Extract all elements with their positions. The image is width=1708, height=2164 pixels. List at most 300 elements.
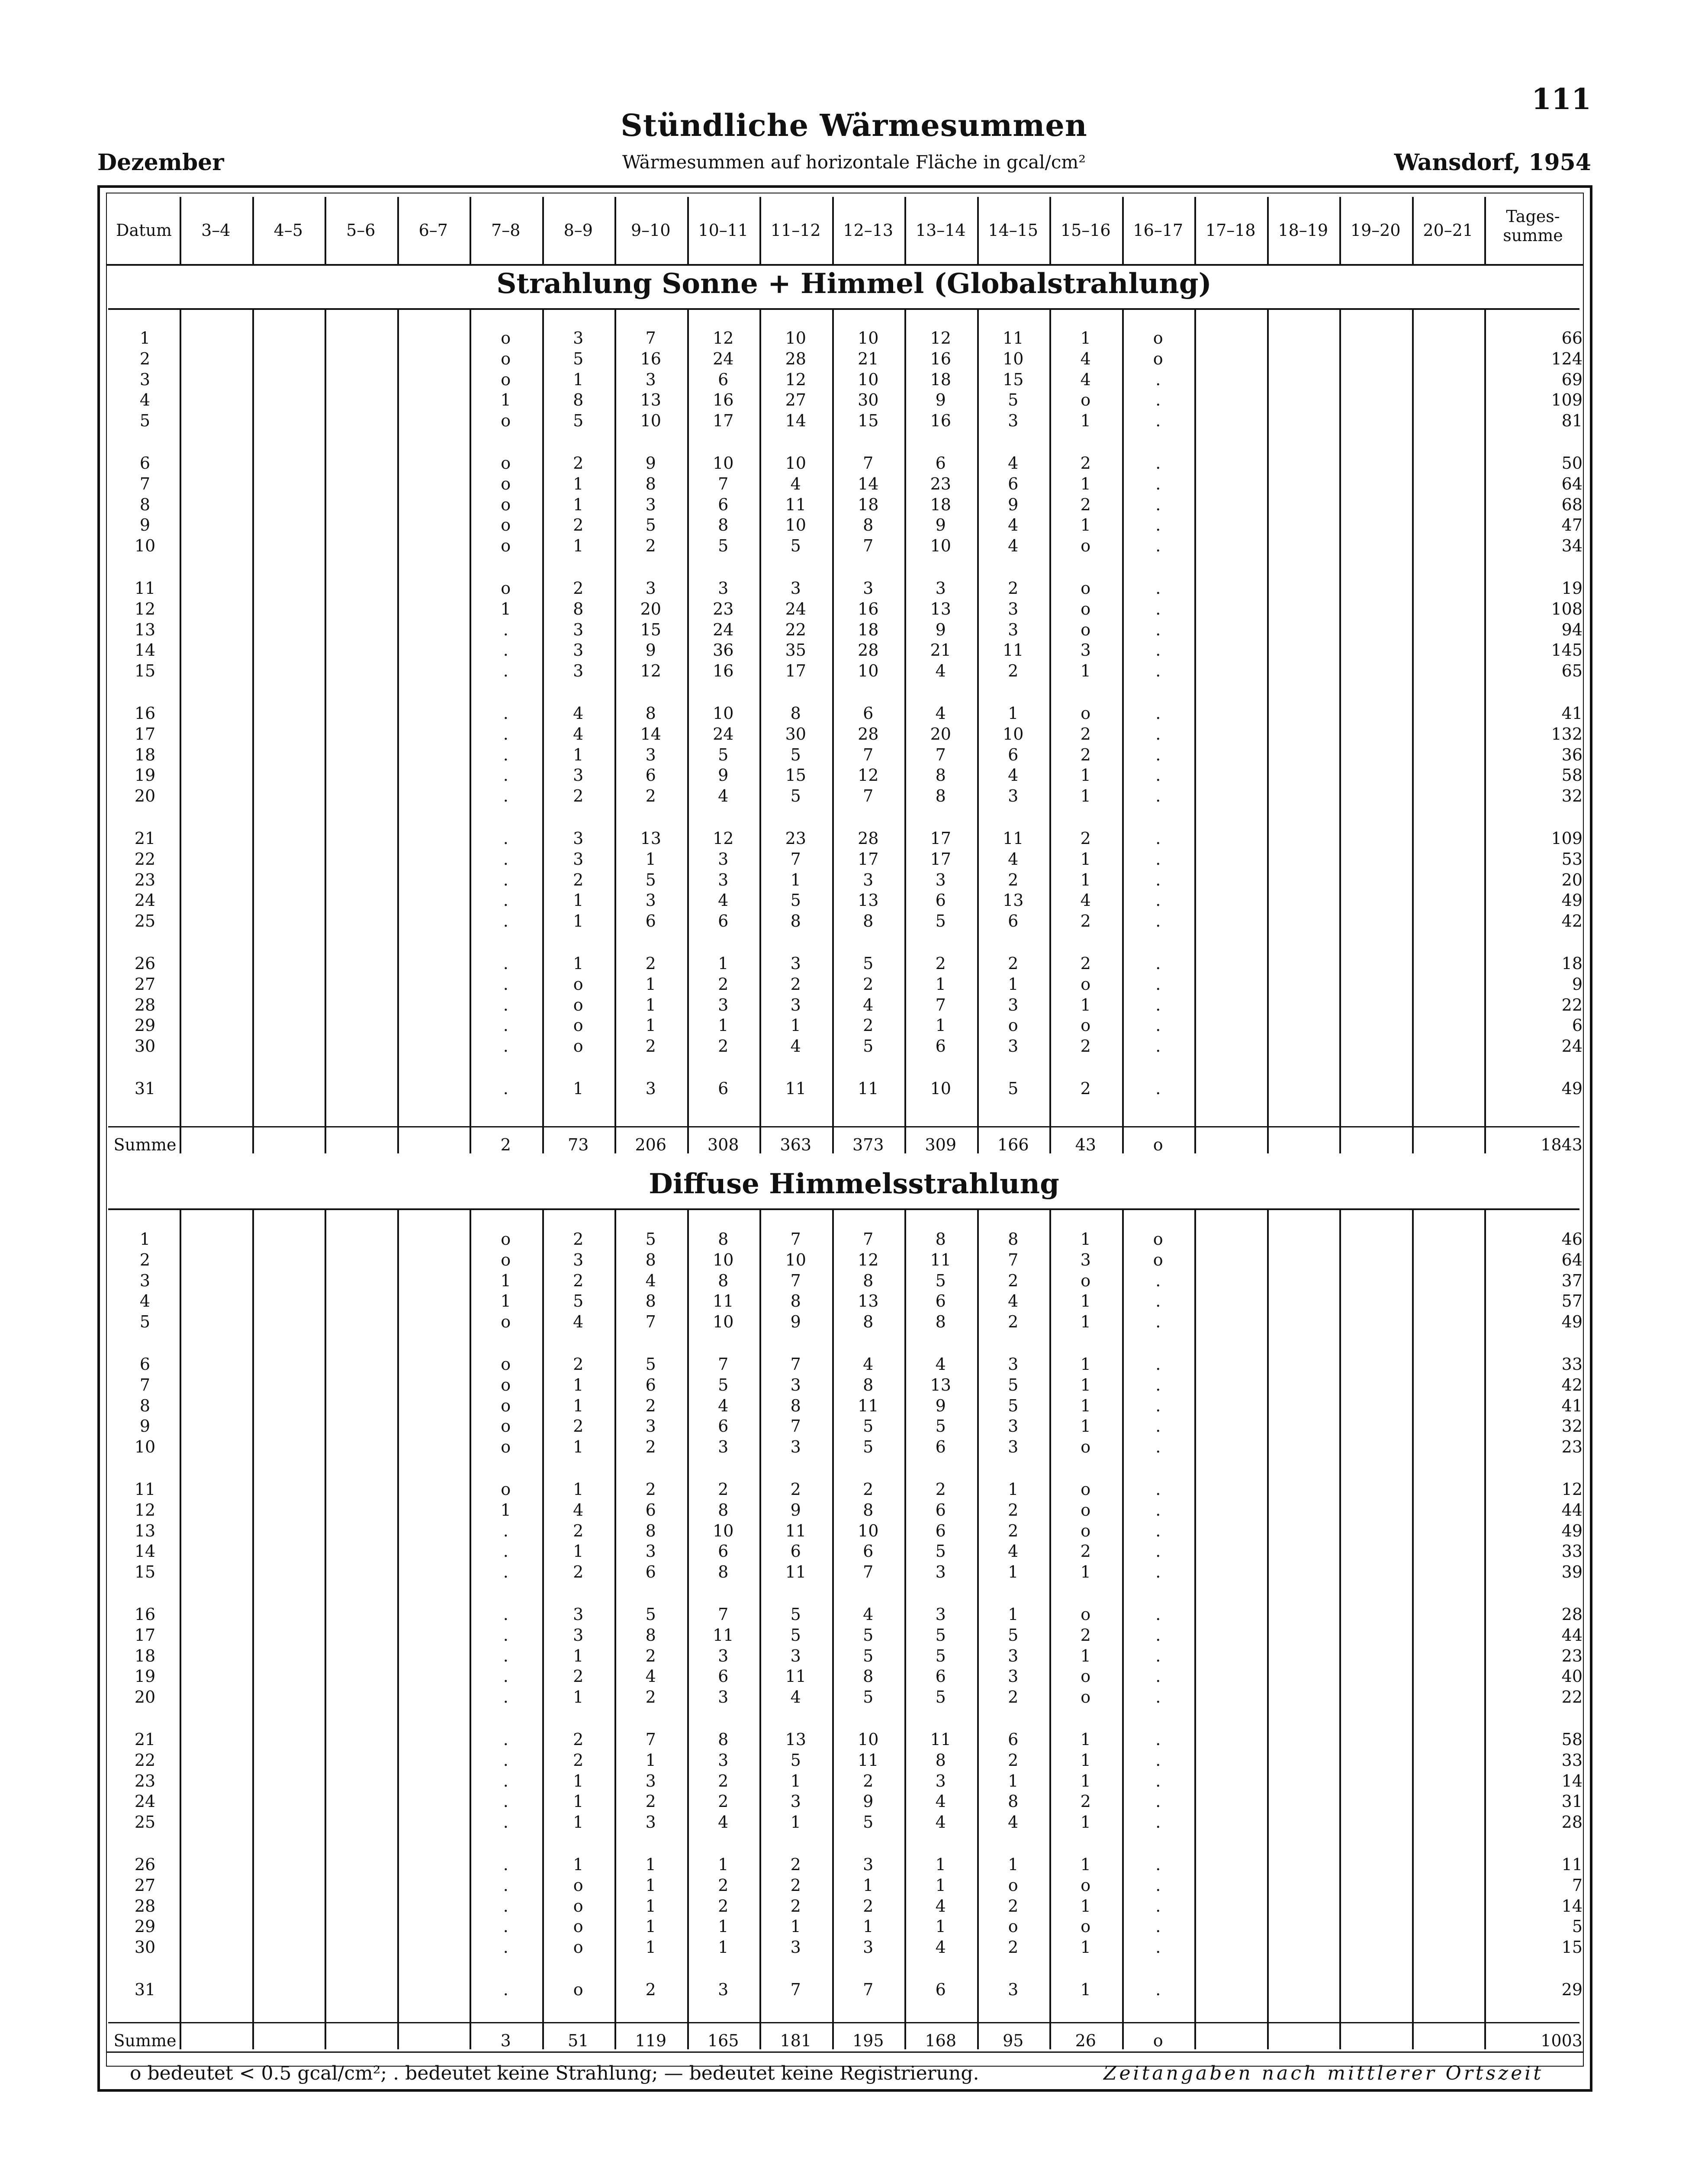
value-cell: 1 bbox=[1080, 1896, 1091, 1916]
date-cell: 3 bbox=[139, 370, 151, 389]
value-cell: 7 bbox=[645, 328, 656, 348]
daily-total-cell: 49 bbox=[1561, 1521, 1583, 1540]
value-cell: 4 bbox=[573, 1500, 584, 1520]
value-cell: 24 bbox=[713, 724, 734, 744]
table-row bbox=[0, 495, 1708, 515]
sum-value-cell: 119 bbox=[635, 2031, 667, 2050]
value-cell: 15 bbox=[640, 620, 661, 639]
daily-total-cell: 58 bbox=[1561, 766, 1583, 785]
value-cell: 3 bbox=[573, 328, 584, 348]
value-cell: o bbox=[1081, 1875, 1091, 1895]
value-cell: . bbox=[1155, 1855, 1161, 1874]
table-row bbox=[0, 620, 1708, 640]
value-cell: 4 bbox=[718, 786, 729, 806]
daily-total-cell: 14 bbox=[1561, 1771, 1583, 1790]
value-cell: 3 bbox=[790, 995, 801, 1014]
hour-column-header: 8–9 bbox=[563, 221, 593, 240]
value-cell: 1 bbox=[573, 1079, 584, 1098]
table-row bbox=[0, 328, 1708, 348]
date-cell: 31 bbox=[134, 1980, 156, 1999]
table-row bbox=[0, 661, 1708, 681]
value-cell: 2 bbox=[863, 1016, 874, 1035]
value-cell: 1 bbox=[1080, 849, 1091, 869]
header-column-separator bbox=[1267, 197, 1269, 264]
date-cell: 8 bbox=[139, 495, 151, 514]
table-row bbox=[0, 995, 1708, 1015]
table-row bbox=[0, 1437, 1708, 1457]
value-cell: 4 bbox=[790, 1037, 801, 1056]
value-cell: 1 bbox=[645, 1896, 656, 1916]
date-cell: 30 bbox=[134, 1037, 156, 1056]
value-cell: 2 bbox=[1008, 954, 1019, 973]
value-cell: 1 bbox=[500, 599, 511, 618]
value-cell: 7 bbox=[863, 536, 874, 556]
date-cell: 19 bbox=[134, 766, 156, 785]
hour-column-header: 4–5 bbox=[273, 221, 303, 240]
value-cell: 3 bbox=[935, 1605, 946, 1624]
value-cell: 3 bbox=[718, 1750, 729, 1770]
value-cell: o bbox=[1081, 704, 1091, 723]
daily-total-cell: 50 bbox=[1561, 454, 1583, 473]
value-cell: 5 bbox=[935, 1417, 946, 1436]
table-row bbox=[0, 370, 1708, 390]
section-title: Diffuse Himmelsstrahlung bbox=[649, 1168, 1059, 1200]
date-cell: 27 bbox=[134, 974, 156, 994]
table-row bbox=[0, 1036, 1708, 1056]
value-cell: 1 bbox=[935, 1875, 946, 1895]
sum-value-cell: 309 bbox=[925, 1135, 957, 1154]
value-cell: 4 bbox=[1008, 1813, 1019, 1832]
value-cell: 8 bbox=[863, 1500, 874, 1520]
value-cell: . bbox=[503, 829, 508, 848]
value-cell: 14 bbox=[858, 474, 879, 493]
value-cell: 17 bbox=[713, 411, 734, 431]
value-cell: 6 bbox=[935, 1291, 946, 1311]
value-cell: 2 bbox=[645, 1980, 656, 1999]
daily-total-cell: 18 bbox=[1561, 954, 1583, 973]
value-cell: 21 bbox=[930, 641, 951, 660]
value-cell: 23 bbox=[930, 474, 951, 493]
table-row bbox=[0, 1479, 1708, 1499]
value-cell: o bbox=[1081, 1667, 1091, 1686]
value-cell: 8 bbox=[645, 474, 656, 493]
value-cell: 20 bbox=[640, 599, 661, 618]
value-cell: . bbox=[1155, 370, 1161, 389]
value-cell: 15 bbox=[1003, 370, 1024, 389]
sum-value-cell: 73 bbox=[568, 1135, 589, 1154]
value-cell: 1 bbox=[1080, 1646, 1091, 1665]
value-cell: 2 bbox=[573, 870, 584, 889]
value-cell: 8 bbox=[645, 1625, 656, 1645]
value-cell: 10 bbox=[713, 1312, 734, 1332]
date-cell: 2 bbox=[139, 349, 151, 368]
table-row bbox=[0, 1916, 1708, 1936]
value-cell: 8 bbox=[573, 390, 584, 410]
value-cell: 5 bbox=[790, 745, 801, 764]
value-cell: . bbox=[503, 1730, 508, 1749]
value-cell: 30 bbox=[785, 724, 806, 744]
value-cell: o bbox=[501, 411, 511, 431]
table-row bbox=[0, 1250, 1708, 1270]
value-cell: o bbox=[1008, 1016, 1018, 1035]
date-cell: 18 bbox=[134, 1646, 156, 1665]
value-cell: 6 bbox=[935, 1500, 946, 1520]
table-row bbox=[0, 703, 1708, 723]
value-cell: 1 bbox=[1080, 1375, 1091, 1394]
value-cell: o bbox=[1081, 536, 1091, 556]
value-cell: 2 bbox=[1008, 1687, 1019, 1707]
value-cell: 2 bbox=[718, 1792, 729, 1811]
value-cell: 6 bbox=[790, 1542, 801, 1561]
daily-total-cell: 15 bbox=[1561, 1938, 1583, 1957]
value-cell: 2 bbox=[1080, 745, 1091, 764]
value-cell: o bbox=[501, 370, 511, 389]
table-row bbox=[0, 1015, 1708, 1035]
value-cell: o bbox=[501, 515, 511, 535]
value-cell: 8 bbox=[645, 704, 656, 723]
table-row bbox=[0, 474, 1708, 494]
value-cell: 5 bbox=[935, 1646, 946, 1665]
value-cell: 1 bbox=[1080, 1980, 1091, 1999]
value-cell: 3 bbox=[1008, 599, 1019, 618]
value-cell: o bbox=[501, 1375, 511, 1394]
value-cell: 6 bbox=[718, 495, 729, 514]
value-cell: 3 bbox=[645, 1813, 656, 1832]
table-row bbox=[0, 599, 1708, 619]
daily-total-cell: 14 bbox=[1561, 1896, 1583, 1916]
value-cell: o bbox=[573, 1016, 583, 1035]
value-cell: 17 bbox=[930, 849, 951, 869]
value-cell: 2 bbox=[863, 1896, 874, 1916]
value-cell: 10 bbox=[930, 536, 951, 556]
value-cell: . bbox=[1155, 1079, 1161, 1098]
date-cell: 13 bbox=[134, 1521, 156, 1540]
value-cell: o bbox=[501, 349, 511, 368]
value-cell: 7 bbox=[790, 1271, 801, 1290]
table-row bbox=[0, 1291, 1708, 1311]
value-cell: 1 bbox=[1008, 1480, 1019, 1499]
value-cell: 1 bbox=[573, 891, 584, 910]
table-row bbox=[0, 578, 1708, 598]
table-row bbox=[0, 1521, 1708, 1541]
value-cell: 11 bbox=[858, 1396, 879, 1415]
value-cell: 1 bbox=[573, 1396, 584, 1415]
time-note: Zeitangaben nach mittlerer Ortszeit bbox=[1103, 2062, 1544, 2084]
value-cell: 2 bbox=[573, 1417, 584, 1436]
value-cell: . bbox=[1155, 1291, 1161, 1311]
value-cell: 8 bbox=[790, 911, 801, 931]
value-cell: 7 bbox=[718, 1355, 729, 1374]
date-column-header: Datum bbox=[116, 221, 172, 240]
daily-total-cell: 58 bbox=[1561, 1730, 1583, 1749]
value-cell: 18 bbox=[930, 370, 951, 389]
value-cell: 1 bbox=[1080, 1312, 1091, 1332]
value-cell: 13 bbox=[858, 891, 879, 910]
value-cell: 2 bbox=[573, 1355, 584, 1374]
value-cell: 13 bbox=[858, 1291, 879, 1311]
value-cell: 9 bbox=[645, 641, 656, 660]
value-cell: 1 bbox=[1080, 474, 1091, 493]
value-cell: . bbox=[1155, 1312, 1161, 1332]
value-cell: 1 bbox=[573, 1646, 584, 1665]
value-cell: 1 bbox=[573, 495, 584, 514]
value-cell: 8 bbox=[790, 1291, 801, 1311]
header-column-separator bbox=[977, 197, 979, 264]
date-cell: 13 bbox=[134, 620, 156, 639]
value-cell: 12 bbox=[858, 1250, 879, 1269]
daily-total-cell: 5 bbox=[1572, 1917, 1583, 1936]
value-cell: 17 bbox=[785, 661, 806, 681]
value-cell: 3 bbox=[573, 849, 584, 869]
daily-total-cell: 109 bbox=[1551, 829, 1583, 848]
value-cell: o bbox=[501, 328, 511, 348]
value-cell: 1 bbox=[1080, 411, 1091, 431]
value-cell: . bbox=[1155, 1480, 1161, 1499]
date-cell: 28 bbox=[134, 1896, 156, 1916]
daily-total-cell: 69 bbox=[1561, 370, 1583, 389]
header-column-separator bbox=[1194, 197, 1196, 264]
value-cell: 2 bbox=[573, 1562, 584, 1582]
sum-total-cell: 1003 bbox=[1541, 2031, 1583, 2050]
value-cell: 1 bbox=[573, 1771, 584, 1790]
value-cell: 6 bbox=[645, 1375, 656, 1394]
value-cell: 2 bbox=[645, 1646, 656, 1665]
value-cell: 1 bbox=[1080, 786, 1091, 806]
date-cell: 24 bbox=[134, 891, 156, 910]
value-cell: 1 bbox=[1008, 974, 1019, 994]
sum-value-cell: 195 bbox=[852, 2031, 884, 2050]
date-cell: 22 bbox=[134, 1750, 156, 1770]
table-row bbox=[0, 849, 1708, 869]
value-cell: . bbox=[1155, 1896, 1161, 1916]
daily-total-cell: 81 bbox=[1561, 411, 1583, 431]
value-cell: 6 bbox=[863, 704, 874, 723]
value-cell: 7 bbox=[718, 1605, 729, 1624]
value-cell: . bbox=[1155, 1355, 1161, 1374]
value-cell: 5 bbox=[935, 1542, 946, 1561]
hour-column-header: 19–20 bbox=[1350, 221, 1401, 240]
value-cell: 1 bbox=[645, 995, 656, 1014]
value-cell: 15 bbox=[785, 766, 806, 785]
daily-total-cell: 64 bbox=[1561, 1250, 1583, 1269]
value-cell: . bbox=[503, 1542, 508, 1561]
date-cell: 30 bbox=[134, 1938, 156, 1957]
hour-column-header: 18–19 bbox=[1278, 221, 1328, 240]
sum-row bbox=[0, 1135, 1708, 1155]
value-cell: 8 bbox=[645, 1521, 656, 1540]
value-cell: 4 bbox=[1080, 370, 1091, 389]
value-cell: 11 bbox=[858, 1750, 879, 1770]
value-cell: 2 bbox=[790, 1896, 801, 1916]
value-cell: 1 bbox=[1008, 704, 1019, 723]
table-row bbox=[0, 1896, 1708, 1916]
value-cell: 1 bbox=[1080, 515, 1091, 535]
value-cell: o bbox=[501, 454, 511, 473]
value-cell: 3 bbox=[790, 1938, 801, 1957]
value-cell: 9 bbox=[718, 766, 729, 785]
value-cell: 11 bbox=[785, 495, 806, 514]
value-cell: 8 bbox=[863, 515, 874, 535]
value-cell: 3 bbox=[863, 579, 874, 598]
value-cell: 3 bbox=[573, 641, 584, 660]
value-cell: 5 bbox=[645, 1605, 656, 1624]
value-cell: 1 bbox=[573, 1687, 584, 1707]
value-cell: 4 bbox=[863, 1355, 874, 1374]
value-cell: 3 bbox=[718, 1437, 729, 1457]
sum-value-cell: 165 bbox=[707, 2031, 739, 2050]
header-column-separator bbox=[614, 197, 616, 264]
value-cell: 9 bbox=[645, 454, 656, 473]
daily-total-cell: 47 bbox=[1561, 515, 1583, 535]
value-cell: 1 bbox=[718, 1855, 729, 1874]
sum-value-cell: o bbox=[1153, 2031, 1163, 2050]
value-cell: 10 bbox=[785, 515, 806, 535]
daily-total-cell: 49 bbox=[1561, 891, 1583, 910]
value-cell: 5 bbox=[790, 1605, 801, 1624]
table-row bbox=[0, 1541, 1708, 1561]
daily-total-cell: 32 bbox=[1561, 786, 1583, 806]
header-column-separator bbox=[1049, 197, 1051, 264]
value-cell: 2 bbox=[1080, 1079, 1091, 1098]
value-cell: 4 bbox=[1008, 536, 1019, 556]
value-cell: . bbox=[503, 1750, 508, 1770]
value-cell: o bbox=[501, 1437, 511, 1457]
header-column-separator bbox=[832, 197, 834, 264]
value-cell: 5 bbox=[935, 1687, 946, 1707]
sum-label: Summe bbox=[113, 1135, 177, 1154]
table-row bbox=[0, 1500, 1708, 1520]
value-cell: 6 bbox=[935, 454, 946, 473]
value-cell: . bbox=[1155, 849, 1161, 869]
value-cell: 1 bbox=[1080, 1355, 1091, 1374]
value-cell: 1 bbox=[645, 1917, 656, 1936]
value-cell: 3 bbox=[935, 870, 946, 889]
value-cell: 10 bbox=[713, 1250, 734, 1269]
value-cell: 2 bbox=[573, 1730, 584, 1749]
daily-total-cell: 7 bbox=[1572, 1875, 1583, 1895]
value-cell: . bbox=[1155, 1375, 1161, 1394]
date-cell: 9 bbox=[139, 515, 151, 535]
value-cell: 1 bbox=[1008, 1855, 1019, 1874]
value-cell: 4 bbox=[718, 1396, 729, 1415]
value-cell: 16 bbox=[930, 411, 951, 431]
table-row bbox=[0, 1312, 1708, 1332]
value-cell: 9 bbox=[790, 1500, 801, 1520]
value-cell: 12 bbox=[713, 829, 734, 848]
value-cell: 6 bbox=[935, 1667, 946, 1686]
value-cell: 2 bbox=[1008, 1500, 1019, 1520]
value-cell: 5 bbox=[935, 1625, 946, 1645]
value-cell: 1 bbox=[935, 1917, 946, 1936]
value-cell: 1 bbox=[573, 954, 584, 973]
value-cell: 1 bbox=[573, 911, 584, 931]
value-cell: 1 bbox=[1008, 1771, 1019, 1790]
value-cell: 4 bbox=[645, 1271, 656, 1290]
value-cell: 3 bbox=[1008, 786, 1019, 806]
value-cell: 28 bbox=[858, 829, 879, 848]
value-cell: 1 bbox=[935, 1855, 946, 1874]
station-label: Wansdorf, 1954 bbox=[1394, 149, 1591, 176]
header-column-separator bbox=[1339, 197, 1341, 264]
value-cell: 3 bbox=[573, 620, 584, 639]
value-cell: 12 bbox=[858, 766, 879, 785]
value-cell: 8 bbox=[1008, 1230, 1019, 1249]
value-cell: 13 bbox=[640, 829, 661, 848]
value-cell: 3 bbox=[645, 370, 656, 389]
header-column-separator bbox=[252, 197, 254, 264]
value-cell: o bbox=[1081, 1437, 1091, 1457]
value-cell: . bbox=[503, 974, 508, 994]
daily-total-cell: 132 bbox=[1551, 724, 1583, 744]
value-cell: . bbox=[1155, 620, 1161, 639]
table-row bbox=[0, 1980, 1708, 2000]
value-cell: 2 bbox=[863, 974, 874, 994]
hour-column-header: 3–4 bbox=[201, 221, 231, 240]
value-cell: 8 bbox=[790, 1396, 801, 1415]
value-cell: 6 bbox=[935, 1521, 946, 1540]
value-cell: 7 bbox=[718, 474, 729, 493]
value-cell: . bbox=[1155, 641, 1161, 660]
sum-value-cell: 26 bbox=[1075, 2031, 1096, 2050]
value-cell: 7 bbox=[645, 1312, 656, 1332]
value-cell: 5 bbox=[790, 786, 801, 806]
sum-value-cell: 166 bbox=[997, 1135, 1029, 1154]
value-cell: 1 bbox=[573, 1792, 584, 1811]
value-cell: 5 bbox=[645, 870, 656, 889]
value-cell: 2 bbox=[645, 536, 656, 556]
table-row bbox=[0, 911, 1708, 931]
value-cell: . bbox=[1155, 1667, 1161, 1686]
value-cell: 4 bbox=[1008, 1542, 1019, 1561]
value-cell: 23 bbox=[785, 829, 806, 848]
value-cell: 11 bbox=[930, 1730, 951, 1749]
value-cell: . bbox=[503, 661, 508, 681]
date-cell: 31 bbox=[134, 1079, 156, 1098]
value-cell: 5 bbox=[1008, 390, 1019, 410]
value-cell: . bbox=[1155, 1687, 1161, 1707]
value-cell: o bbox=[501, 474, 511, 493]
value-cell: 1 bbox=[863, 1917, 874, 1936]
value-cell: 2 bbox=[863, 1771, 874, 1790]
value-cell: . bbox=[1155, 1271, 1161, 1290]
value-cell: 2 bbox=[1080, 1792, 1091, 1811]
value-cell: 4 bbox=[1008, 849, 1019, 869]
daily-total-cell: 33 bbox=[1561, 1750, 1583, 1770]
date-cell: 11 bbox=[134, 579, 156, 598]
table-row bbox=[0, 1937, 1708, 1957]
table-row bbox=[0, 745, 1708, 765]
date-cell: 7 bbox=[139, 1375, 151, 1394]
value-cell: 1 bbox=[573, 1542, 584, 1561]
value-cell: 2 bbox=[718, 1896, 729, 1916]
value-cell: 10 bbox=[713, 1521, 734, 1540]
value-cell: 4 bbox=[935, 704, 946, 723]
value-cell: 2 bbox=[645, 1792, 656, 1811]
value-cell: . bbox=[503, 1792, 508, 1811]
value-cell: 4 bbox=[573, 724, 584, 744]
sum-rule bbox=[108, 2022, 1579, 2023]
date-cell: 26 bbox=[134, 1855, 156, 1874]
value-cell: 1 bbox=[1080, 1750, 1091, 1770]
value-cell: 2 bbox=[573, 1271, 584, 1290]
value-cell: . bbox=[503, 1687, 508, 1707]
value-cell: 3 bbox=[718, 579, 729, 598]
sum-value-cell: 51 bbox=[568, 2031, 589, 2050]
value-cell: 2 bbox=[573, 1667, 584, 1686]
date-cell: 20 bbox=[134, 786, 156, 806]
date-cell: 21 bbox=[134, 1730, 156, 1749]
value-cell: 6 bbox=[718, 1667, 729, 1686]
